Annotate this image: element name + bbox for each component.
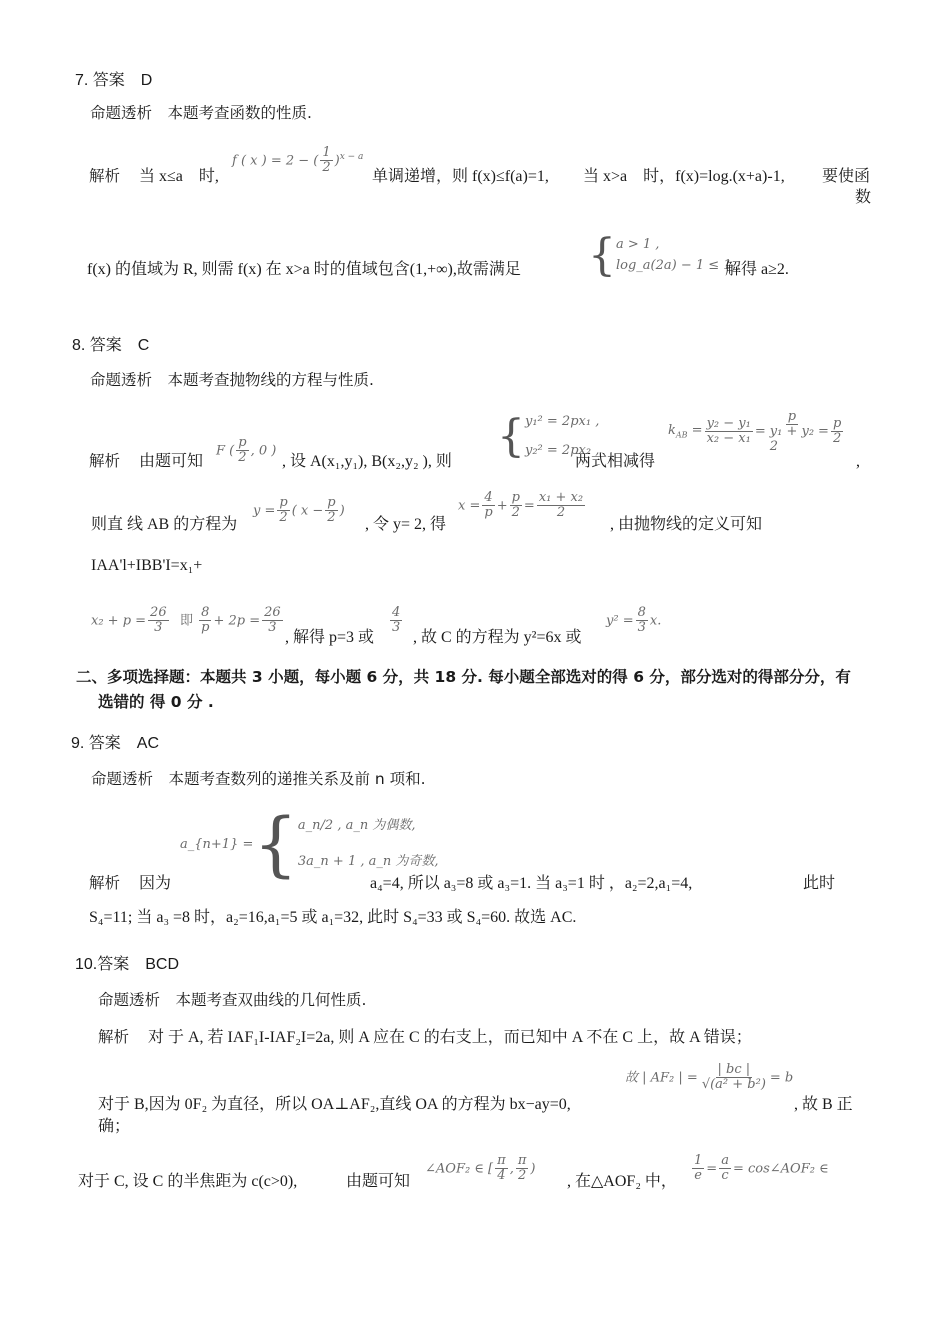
q10-analysis-label: 解析: [98, 1028, 130, 1046]
q8-formula-sum: x₂ + p = $\frac{26}{3}$: [91, 605, 167, 636]
q9-case-odd: 3a_n + 1 , a_n 为奇数,: [297, 854, 439, 870]
q10-formula-angle: ∠AOF₂ ∈ [ $\frac{\pi}{4}$ , $\frac{\pi}{2}$ ): [425, 1153, 536, 1184]
section2-title-cont: 选错的 得 0 分 .: [98, 693, 214, 711]
q7-cond-1: a > 1 ,: [616, 237, 660, 253]
q8-intent: 命题透析 本题考查抛物线的方程与性质.: [90, 371, 374, 389]
q9-text-a1: 因为: [139, 875, 172, 892]
q8-formula-parabola2: y² = $\frac{8}{3}$ x.: [606, 605, 662, 636]
q8-equation-system: { y₁² = 2px₁ , y₂² = 2px₂ ,: [497, 408, 599, 465]
q9-recurrence-lhs: a_{n+1} =: [180, 836, 254, 852]
q10-intent: 命题透析 本题考查双曲线的几何性质.: [98, 991, 367, 1009]
q7-analysis-label: 解析: [89, 167, 121, 185]
q8-text-a1: 由题可知: [139, 453, 204, 470]
q8-heading: 8. 答案 C: [72, 337, 150, 354]
q8-text-a2: , 设 A(x₁,y₁), B(x₂,y₂ ), 则: [282, 453, 452, 470]
q7-text-a2: 单调递增，则 f(x)≤f(a)=1,: [372, 168, 549, 185]
q8-formula-slope: $k_{AB}$ = $\frac{\text{y₂ − y₁}}{\text{x₂ − x₁}}$ = p y₁ + y₂ 2 = $\frac{p}{2}$: [668, 409, 842, 454]
q8-text-a4: ,: [856, 453, 860, 470]
q8-formula-p2: $\frac{4}{3}$: [392, 605, 401, 636]
q8-formula-focus: F ( $\frac{p}{2}$ , 0 ): [216, 435, 277, 466]
q10-text-b1: 对于 B,因为 0F₂ 为直径，所以 OA⊥AF₂,直线 OA 的方程为 bx−ay=0,: [98, 1096, 571, 1113]
q8-text-d3: , 故 C 的方程为 y²=6x 或: [413, 629, 582, 646]
q8-eq-1: y₁² = 2px₁ ,: [525, 414, 600, 429]
q8-text-b3: , 由抛物线的定义可知: [610, 516, 763, 533]
q9-text-a3: 此时: [803, 875, 836, 892]
section2-title: 二、多项选择题：本题共 3 小题，每小题 6 分，共 18 分. 每小题全部选对的得 6 分，部分选对的得部分分，有: [76, 668, 851, 686]
q7-text-b2: 解得 a≥2.: [725, 261, 789, 278]
q10-text-b2: , 故 B 正: [794, 1096, 853, 1113]
q8-formula-p: 即 $\frac{8}{p}$ + 2p = $\frac{26}{3}$: [180, 605, 281, 636]
q8-text-b2: , 令 y= 2, 得: [365, 516, 447, 533]
q9-text-a2: a₄=4, 所以 a₃=8 或 a₃=1. 当 a₃=1 时 ，a₂=2,a₁=4,: [370, 875, 693, 892]
q7-text-a4: 要使函: [822, 168, 871, 185]
q7-text-b1: f(x) 的值域为 R, 则需 f(x) 在 x>a 时的值域包含(1,+∞),故需满足: [87, 261, 521, 278]
q7-formula-f: f ( x ) = 2 − ( $\frac{1}{2}$ )$^{x - a}$: [232, 145, 364, 176]
q9-recurrence: a_{n+1} = { a_n/2 , a_n 为偶数, 3a_n + 1 , a_n 为奇数,: [180, 803, 439, 886]
q10-text-c3: , 在△AOF₂ 中，: [567, 1173, 677, 1190]
q10-heading: 10.答案 BCD: [75, 956, 180, 973]
q7-text-a1: 当 x≤a 时,: [139, 168, 219, 185]
q10-text-b3: 确；: [98, 1118, 131, 1135]
q7-cond-2: log_a(2a) − 1 ≤ 1 ,: [616, 258, 740, 273]
q9-text-b1: S₄=11; 当 a₃ =8 时，a₂=16,a₁=5 或 a₁=32, 此时 S₄=33 或 S₄=60. 故选 AC.: [89, 909, 577, 926]
q8-analysis-label: 解析: [89, 452, 121, 470]
q8-formula-x: x = $\frac{4}{p}$ + $\frac{p}{2}$ = $\frac{\text{x₁ + x₂}}{2}$: [458, 490, 584, 521]
q7-condition-system: { a > 1 , log_a(2a) − 1 ≤ 1 ,: [588, 230, 740, 281]
q10-formula-ecc: $\frac{1}{e}$ = $\frac{a}{c}$ = cos∠AOF₂ ∈: [694, 1153, 829, 1184]
q7-intent: 命题透析 本题考查函数的性质.: [90, 104, 312, 122]
q8-text-b1: 则直 线 AB 的方程为: [91, 516, 238, 533]
q10-formula-af2: 故 | AF₂ | = $\frac{| bc |}{\text{√(a² + b²)}}$ = b: [625, 1062, 794, 1093]
q9-analysis-label: 解析: [89, 874, 121, 892]
q7-heading: 7. 答案 D: [75, 72, 153, 89]
q8-text-c1: IAA'l+IBB'I=x₁+: [91, 557, 203, 574]
q8-formula-line: y = $\frac{p}{2}$ ( x − $\frac{p}{2}$ ): [253, 495, 345, 526]
q8-text-d1: 即: [180, 613, 194, 629]
q8-text-d2: , 解得 p=3 或: [285, 629, 375, 646]
q9-intent: 命题透析 本题考查数列的递推关系及前 n 项和.: [91, 770, 426, 788]
q10-text-c2: 由题可知: [346, 1173, 411, 1190]
q10-text-a1: 对 于 A, 若 IAF₁I-IAF₂I=2a, 则 A 应在 C 的右支上，而已知中 A 不在 C 上，故 A 错误；: [148, 1029, 752, 1046]
q8-text-a3: 两式相减得: [575, 453, 656, 470]
q8-eq-2: y₂² = 2px₂ ,: [525, 442, 600, 458]
q9-case-even: a_n/2 , a_n 为偶数,: [297, 818, 416, 833]
q7-text-a5: 数: [855, 189, 872, 206]
q9-heading: 9. 答案 AC: [71, 735, 160, 752]
q10-text-c1: 对于 C, 设 C 的半焦距为 c(c>0),: [78, 1173, 298, 1190]
q7-text-a3: 当 x>a 时，f(x)=log.(x+a)-1,: [583, 168, 785, 185]
